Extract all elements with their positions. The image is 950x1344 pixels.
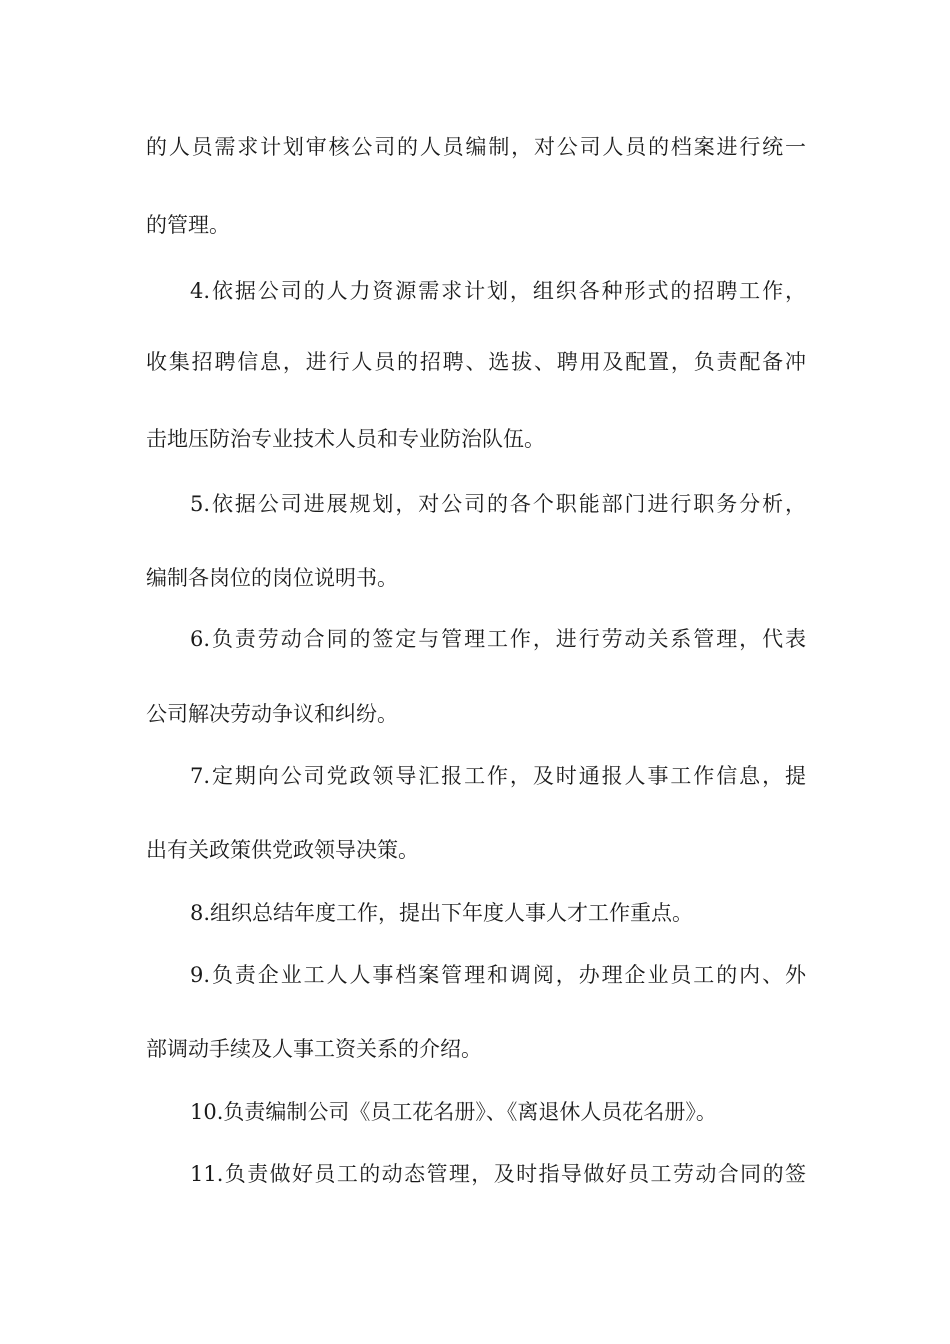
text-line: 8.组织总结年度工作，提出下年度人事人才工作重点。 — [190, 901, 694, 925]
text-line: 公司解决劳动争议和纠纷。 — [146, 702, 398, 726]
text-line: 击地压防治专业技术人员和专业防治队伍。 — [146, 427, 545, 451]
text-line: 7.定期向公司党政领导汇报工作，及时通报人事工作信息，提 — [190, 764, 806, 788]
text-line: 11.负责做好员工的动态管理，及时指导做好员工劳动合同的签 — [190, 1162, 806, 1186]
text-line: 出有关政策供党政领导决策。 — [146, 838, 419, 862]
text-line: 6.负责劳动合同的签定与管理工作，进行劳动关系管理，代表 — [190, 627, 806, 651]
text-line: 9.负责企业工人人事档案管理和调阅，办理企业员工的内、外 — [190, 963, 806, 987]
text-line: 收集招聘信息，进行人员的招聘、选拔、聘用及配置，负责配备冲 — [146, 350, 806, 374]
text-line: 10.负责编制公司《员工花名册》、《离退休人员花名册》。 — [190, 1100, 717, 1124]
text-line: 5.依据公司进展规划，对公司的各个职能部门进行职务分析， — [190, 492, 806, 516]
text-line: 的管理。 — [146, 213, 230, 237]
text-line: 部调动手续及人事工资关系的介绍。 — [146, 1037, 482, 1061]
text-line: 的人员需求计划审核公司的人员编制，对公司人员的档案进行统一 — [146, 135, 806, 159]
text-line: 4.依据公司的人力资源需求计划，组织各种形式的招聘工作， — [190, 279, 806, 303]
text-line: 编制各岗位的岗位说明书。 — [146, 566, 398, 590]
